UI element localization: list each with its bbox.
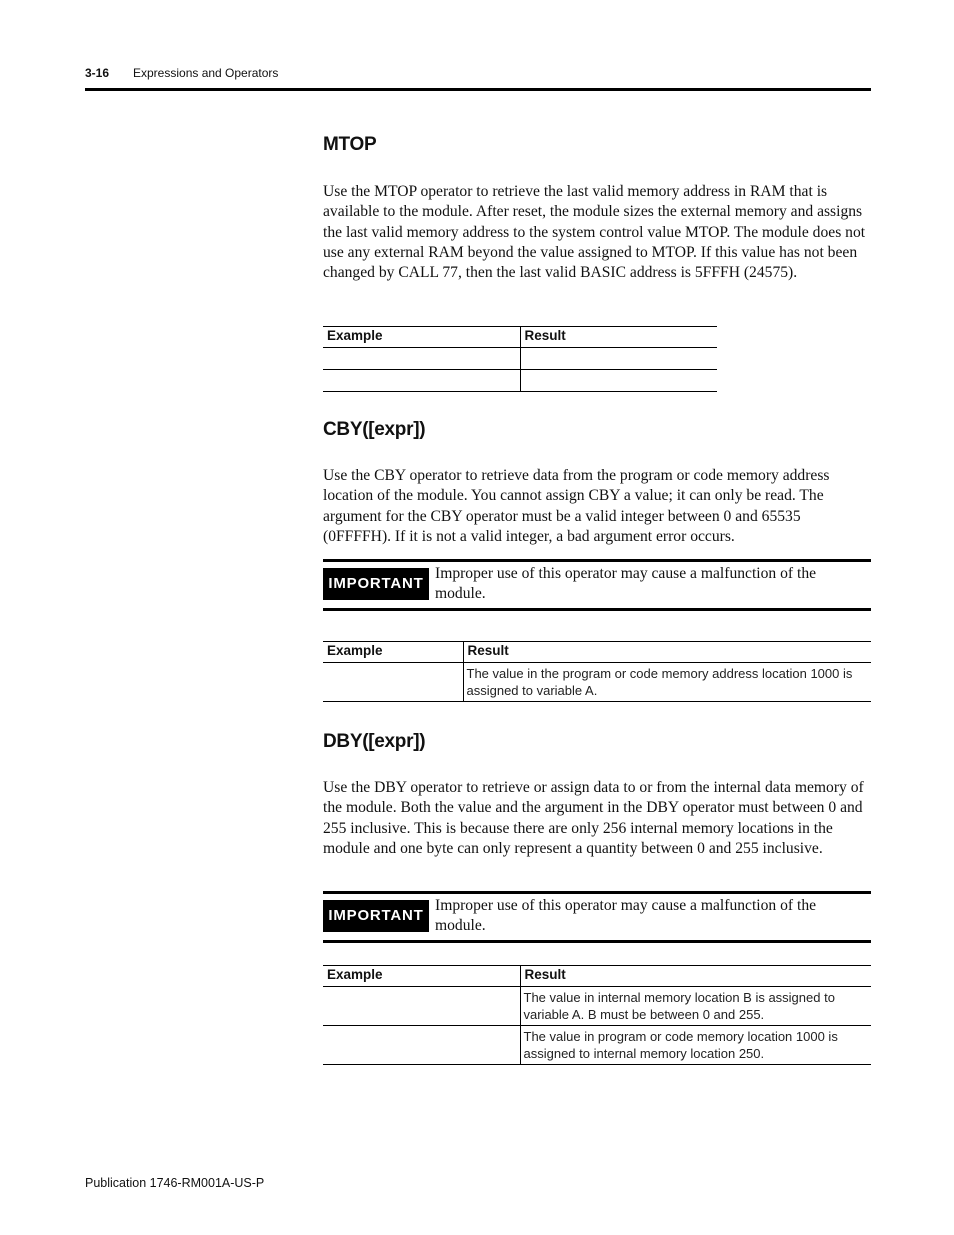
important-badge: IMPORTANT xyxy=(323,568,429,600)
result-cell: The value in internal memory location B is assigned to variable A. B must be between 0 and 255. xyxy=(520,987,871,1026)
example-cell xyxy=(323,370,520,392)
example-cell xyxy=(323,1026,520,1065)
table-header-row xyxy=(323,327,717,348)
important-text: Improper use of this operator may cause a malfunction of the module. xyxy=(435,565,817,602)
mtop-body: Use the MTOP operator to retrieve the last valid memory address in RAM that is available to the module. After reset, the module sizes the external memory and assigns the last valid memory address to the system control value MTOP. The module does not use any external RAM beyond the value assigned to MTOP. If this value has not been changed by CALL 77, then the last valid BASIC address is 5FFFH (24575). xyxy=(323,183,866,282)
col-result-header: Result xyxy=(520,966,871,987)
result-cell: The value in program or code memory location 1000 is assigned to internal memory location 250. xyxy=(520,1026,871,1065)
cby-body: Use the CBY operator to retrieve data from the program or code memory address location of the module. You cannot assign CBY a value; it can only be read. The argument for the CBY operator must be a valid integer between 0 and 65535 (0FFFFH). If it is not a valid integer, a bad argument error occurs. xyxy=(323,467,830,545)
table-row xyxy=(323,348,717,370)
mtop-example-table xyxy=(323,326,717,392)
cby-heading: CBY([expr]) xyxy=(323,419,426,440)
dby-important-note xyxy=(323,891,871,943)
col-example-header: Example xyxy=(323,966,520,987)
col-result-header: Result xyxy=(520,327,717,348)
important-badge: IMPORTANT xyxy=(323,900,429,932)
table-header-row xyxy=(323,642,871,663)
col-example-header: Example xyxy=(323,642,463,663)
example-cell xyxy=(323,348,520,370)
col-result-header: Result xyxy=(463,642,871,663)
result-cell: The value in the program or code memory address location 1000 is assigned to variable A. xyxy=(463,663,871,702)
dby-heading: DBY([expr]) xyxy=(323,731,426,752)
table-row xyxy=(323,663,871,702)
page-number: 3-16 xyxy=(85,66,110,80)
section-title: Expressions and Operators xyxy=(133,66,279,80)
dby-body: Use the DBY operator to retrieve or assign data to or from the internal data memory of the module. Both the value and the argument in the DBY operator must between 0 and 255 inclusive. This is because there are only 256 internal memory locations in the module and one byte can only represent a quantity between 0 and 255 inclusive. xyxy=(323,779,864,857)
table-row xyxy=(323,1026,871,1065)
publication-footer: Publication 1746-RM001A-US-P xyxy=(85,1176,265,1190)
important-text: Improper use of this operator may cause a malfunction of the module. xyxy=(435,897,817,934)
table-row xyxy=(323,370,717,392)
table-row xyxy=(323,987,871,1026)
cby-example-table xyxy=(323,641,871,702)
header-rule xyxy=(85,88,871,91)
mtop-heading: MTOP xyxy=(323,134,377,155)
dby-example-table xyxy=(323,965,871,1065)
example-cell xyxy=(323,987,520,1026)
running-header xyxy=(85,66,278,80)
table-header-row xyxy=(323,966,871,987)
col-example-header: Example xyxy=(323,327,520,348)
example-cell xyxy=(323,663,463,702)
result-cell xyxy=(520,348,717,370)
cby-important-note xyxy=(323,559,871,611)
result-cell xyxy=(520,370,717,392)
